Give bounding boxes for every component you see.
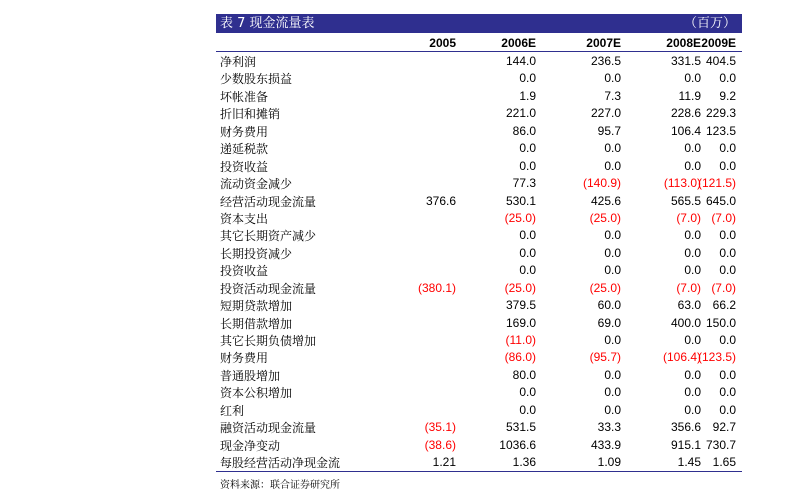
cell-value: 229.3 [705,106,736,121]
cell-value: (121.5) [697,176,736,191]
cell-value: (35.1) [424,420,456,435]
cell-value: 0.0 [719,245,736,260]
cell-value: 86.0 [512,123,536,138]
cell-value: 0.0 [719,158,736,173]
cell-value: 228.6 [670,106,701,121]
table-row [216,453,742,470]
row-label: 递延税款 [220,142,269,157]
cell-value: 11.9 [678,88,701,103]
cell-value: (86.0) [504,350,536,365]
table-row [216,174,742,191]
row-label: 资本支出 [220,211,269,226]
cell-value: 150.0 [705,315,736,330]
row-label: 投资收益 [220,264,269,279]
cell-value: (380.1) [417,280,456,295]
table-row [216,52,742,69]
cell-value: 0.0 [604,333,621,347]
cell-value: (25.0) [504,210,536,225]
row-label: 其它长期资产减少 [220,229,317,244]
cell-value: 0.0 [684,385,701,400]
cell-value: (7.0) [711,210,736,225]
column-header: 2007E [586,36,621,50]
cell-value: 1.45 [677,455,701,470]
table-body [216,52,742,471]
cell-value: 0.0 [719,71,736,86]
row-label: 净利润 [220,55,257,69]
column-header: 2006E [501,36,536,50]
table-row [216,69,742,86]
cell-value: 0.0 [519,228,536,243]
row-label: 折旧和摊销 [220,107,281,122]
cell-value: 0.0 [519,385,536,400]
cell-value: 356.6 [670,420,701,435]
cell-value: 0.0 [519,263,536,278]
cell-value: 7.3 [604,88,621,103]
column-headers [216,33,742,52]
cell-value: 0.0 [519,402,536,417]
cell-value: 92.7 [712,420,736,435]
cell-value: (38.6) [424,437,456,452]
cell-value: 123.5 [705,123,736,138]
cell-value: 66.2 [712,298,736,313]
cell-value: 0.0 [684,228,701,243]
cell-value: 69.0 [597,315,621,330]
row-label: 其它长期负债增加 [220,334,317,348]
cell-value: 0.0 [604,71,621,86]
table-unit: （百万） [683,16,736,31]
table-row [216,209,742,226]
row-label: 融资活动现金流量 [220,421,317,436]
cell-value: 0.0 [684,245,701,260]
table-row [216,122,742,139]
cell-value: 0.0 [604,245,621,260]
row-label: 坏帐准备 [220,89,269,104]
cell-value: 915.1 [670,437,701,452]
cell-value: 0.0 [604,385,621,400]
row-label: 财务费用 [220,351,269,366]
table-row [216,366,742,383]
cell-value: (7.0) [676,280,701,295]
table-row [216,226,742,243]
cell-value: 0.0 [719,263,736,278]
cell-value: 0.0 [719,333,736,347]
cell-value: 0.0 [604,263,621,278]
cell-value: 1.9 [519,88,536,103]
cell-value: (25.0) [504,280,536,295]
cell-value: (106.4) [662,350,701,365]
column-header: 2009E [701,36,736,50]
table-row [216,436,742,453]
cell-value: 0.0 [719,385,736,400]
table-row [216,139,742,156]
cell-value: 404.5 [705,54,736,68]
cell-value: 0.0 [684,71,701,86]
cell-value: 0.0 [719,228,736,243]
cell-value: 1036.6 [499,437,536,452]
row-label: 经营活动现金流量 [220,194,317,209]
cell-value: 0.0 [719,367,736,382]
cell-value: 645.0 [705,193,736,208]
cell-value: 1.65 [712,455,736,470]
cell-value: 0.0 [519,158,536,173]
row-label: 现金净变动 [220,438,281,453]
table-row [216,383,742,400]
row-label: 流动资金减少 [220,177,293,192]
table-row [216,244,742,261]
table-title: 表 7 现金流量表 [220,16,315,31]
cell-value: 33.3 [597,420,621,435]
cell-value: 565.5 [670,193,701,208]
table-row [216,418,742,435]
table-row [216,261,742,278]
row-label: 少数股东损益 [220,72,293,87]
cell-value: 331.5 [670,54,701,68]
cell-value: 433.9 [590,437,621,452]
cell-value: (7.0) [676,210,701,225]
cell-value: 144.0 [505,54,536,68]
cell-value: (113.0) [663,176,701,191]
row-label: 普通股增加 [220,368,281,383]
cell-value: 0.0 [684,333,701,347]
table-row [216,296,742,313]
row-label: 每股经营活动净现金流 [220,456,341,471]
cash-flow-table [216,14,742,472]
cell-value: 169.0 [505,315,536,330]
cell-value: 60.0 [597,298,621,313]
row-label: 红利 [220,403,245,418]
cell-value: 400.0 [670,315,701,330]
cell-value: 0.0 [684,141,701,156]
cell-value: 0.0 [719,402,736,417]
cell-value: (25.0) [589,210,621,225]
cell-value: 379.5 [505,298,536,313]
cell-value: 0.0 [604,402,621,417]
cell-value: 1.09 [597,455,621,470]
row-label: 投资收益 [220,159,269,174]
cell-value: (25.0) [589,280,621,295]
table-row [216,279,742,296]
cell-value: 0.0 [684,402,701,417]
cell-value: 0.0 [719,141,736,156]
cell-value: 0.0 [604,141,621,156]
cell-value: 730.7 [705,437,736,452]
cell-value: 77.3 [512,176,536,191]
cell-value: (140.9) [582,176,621,191]
cell-value: 0.0 [604,158,621,173]
cell-value: (7.0) [711,280,736,295]
cell-value: 425.6 [590,193,621,208]
cell-value: 63.0 [677,298,701,313]
table-row [216,87,742,104]
table-row [216,401,742,418]
row-label: 长期借款增加 [220,316,293,331]
table-row [216,314,742,331]
cell-value: 0.0 [519,71,536,86]
cell-value: 376.6 [425,193,456,208]
cell-value: 0.0 [604,367,621,382]
cell-value: 1.21 [432,455,456,470]
cell-value: 0.0 [684,158,701,173]
table-row [216,331,742,348]
cell-value: (123.5) [697,350,736,365]
table-row [216,157,742,174]
row-label: 短期贷款增加 [220,299,293,314]
cell-value: 1.36 [512,455,536,470]
cell-value: 0.0 [519,141,536,156]
cell-value: 0.0 [604,228,621,243]
cell-value: 236.5 [590,54,621,68]
cell-value: 227.0 [590,106,621,121]
cell-value: (95.7) [589,350,621,365]
cell-value: 0.0 [519,245,536,260]
cell-value: 80.0 [512,367,536,382]
table-row [216,348,742,365]
column-header: 2008E [666,36,701,50]
table-row [216,192,742,209]
table-title-bar [216,14,742,33]
column-header: 2005 [429,36,456,50]
row-label: 财务费用 [220,124,269,139]
cell-value: 221.0 [505,106,536,121]
cell-value: 0.0 [684,263,701,278]
cell-value: 531.5 [505,420,536,435]
row-label: 长期投资减少 [220,246,293,261]
cell-value: (11.0) [505,333,536,347]
table-row [216,104,742,121]
cell-value: 9.2 [719,88,736,103]
cell-value: 106.4 [670,123,701,138]
row-label: 资本公积增加 [220,386,293,401]
cell-value: 95.7 [597,123,621,138]
cell-value: 530.1 [505,193,536,208]
row-label: 投资活动现金流量 [220,281,317,296]
cell-value: 0.0 [684,367,701,382]
source-note: 资料来源：联合证券研究所 [220,480,340,491]
